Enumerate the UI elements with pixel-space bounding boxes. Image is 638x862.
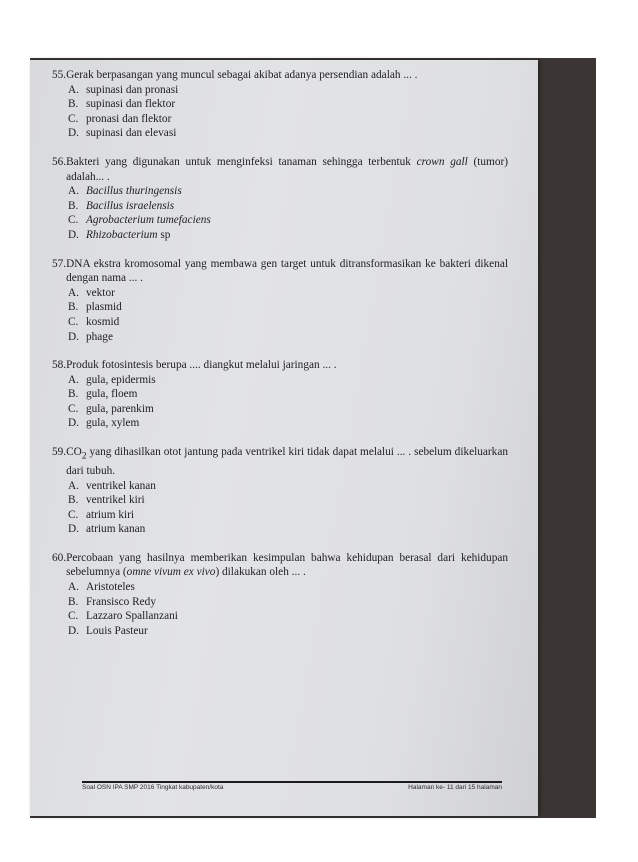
answer-option bbox=[68, 184, 508, 199]
text-segment: gula, parenkim bbox=[86, 402, 154, 415]
option-text bbox=[86, 330, 113, 345]
text-segment: gula, floem bbox=[86, 388, 138, 401]
option-text bbox=[86, 595, 156, 610]
answer-option bbox=[68, 595, 508, 610]
question-text bbox=[66, 445, 508, 478]
option-letter: D. bbox=[68, 624, 79, 637]
question-number: 59. bbox=[52, 446, 67, 459]
question-number: 58. bbox=[52, 359, 67, 372]
answer-option bbox=[68, 609, 508, 624]
italic-text: Agrobacterium tumefaciens bbox=[86, 214, 211, 227]
text-segment: DNA ekstra kromosomal yang membawa gen target untuk ditransformasikan ke bakteri dikenal dengan nama ... . bbox=[66, 257, 508, 285]
option-text bbox=[86, 402, 154, 417]
footer-divider bbox=[82, 781, 502, 783]
answer-option bbox=[68, 213, 508, 228]
text-segment: ventrikel kiri bbox=[86, 494, 145, 507]
answer-option bbox=[68, 387, 508, 402]
text-segment: (tumor) adalah... . bbox=[66, 155, 508, 183]
option-letter: C. bbox=[68, 112, 79, 125]
question-list bbox=[52, 68, 508, 652]
question-text bbox=[66, 155, 508, 184]
option-letter: C. bbox=[68, 610, 79, 623]
option-text bbox=[86, 522, 145, 537]
answer-option bbox=[68, 112, 508, 127]
text-segment: vektor bbox=[86, 286, 115, 299]
question-stem bbox=[52, 155, 508, 184]
option-text bbox=[86, 373, 156, 388]
text-segment: yang dihasilkan otot jantung pada ventrikel kiri tidak dapat melalui ... . sebelum dikeluarkan dari tubuh. bbox=[66, 446, 508, 477]
answer-options bbox=[68, 580, 508, 638]
text-segment: Aristoteles bbox=[86, 581, 135, 594]
answer-option bbox=[68, 97, 508, 112]
question-number: 60. bbox=[52, 551, 67, 564]
subscript-text: 2 bbox=[81, 451, 87, 462]
option-text bbox=[86, 624, 148, 639]
option-letter: A. bbox=[68, 83, 79, 96]
text-segment: ventrikel kanan bbox=[86, 479, 156, 492]
option-letter: A. bbox=[68, 581, 79, 594]
option-letter: A. bbox=[68, 373, 79, 386]
answer-option bbox=[68, 286, 508, 301]
question-stem bbox=[52, 68, 508, 83]
question-number: 57. bbox=[52, 257, 67, 270]
option-text bbox=[86, 126, 176, 141]
option-text bbox=[86, 387, 137, 402]
text-segment: Louis Pasteur bbox=[86, 624, 148, 637]
italic-text: omne vivum ex vivo bbox=[126, 566, 216, 579]
option-letter: A. bbox=[68, 479, 79, 492]
italic-text: Bacillus thuringensis bbox=[86, 185, 182, 198]
question-59 bbox=[52, 445, 508, 537]
text-segment: Bakteri yang digunakan untuk menginfeksi tanaman sehingga terbentuk bbox=[66, 155, 417, 168]
option-letter: C. bbox=[68, 315, 79, 328]
option-letter: A. bbox=[68, 185, 79, 198]
answer-option bbox=[68, 479, 508, 494]
answer-options bbox=[68, 184, 508, 242]
question-stem bbox=[52, 257, 508, 286]
italic-text: Bacillus israelensis bbox=[86, 199, 175, 212]
text-segment: plasmid bbox=[86, 301, 122, 314]
italic-text: crown gall bbox=[416, 155, 468, 168]
text-segment: pronasi dan flektor bbox=[86, 112, 172, 125]
answer-option bbox=[68, 416, 508, 431]
answer-option bbox=[68, 83, 508, 98]
text-segment: Produk fotosintesis berupa .... diangkut melalui jaringan ... . bbox=[66, 359, 337, 372]
answer-option bbox=[68, 624, 508, 639]
answer-option bbox=[68, 373, 508, 388]
option-letter: B. bbox=[68, 388, 79, 401]
answer-option bbox=[68, 493, 508, 508]
option-text bbox=[86, 493, 145, 508]
text-segment: atrium kanan bbox=[86, 523, 146, 536]
option-letter: B. bbox=[68, 494, 79, 507]
page-footer bbox=[82, 784, 502, 791]
question-56 bbox=[52, 155, 508, 243]
answer-options bbox=[68, 479, 508, 537]
option-letter: C. bbox=[68, 402, 79, 415]
question-text bbox=[66, 257, 508, 286]
question-57 bbox=[52, 257, 508, 345]
text-segment: ) dilakukan oleh ... . bbox=[215, 566, 306, 579]
option-letter: C. bbox=[68, 214, 79, 227]
option-letter: D. bbox=[68, 417, 79, 430]
option-text bbox=[86, 199, 174, 214]
option-letter: B. bbox=[68, 98, 79, 111]
text-segment: gula, xylem bbox=[86, 417, 140, 430]
text-segment: supinasi dan elevasi bbox=[86, 127, 177, 140]
answer-option bbox=[68, 402, 508, 417]
answer-option bbox=[68, 330, 508, 345]
answer-option bbox=[68, 126, 508, 141]
option-letter: A. bbox=[68, 286, 79, 299]
question-55 bbox=[52, 68, 508, 141]
text-segment: Fransisco Redy bbox=[86, 595, 156, 608]
text-segment: Lazzaro Spallanzani bbox=[86, 610, 178, 623]
option-text bbox=[86, 508, 134, 523]
option-text bbox=[86, 315, 119, 330]
text-segment: atrium kiri bbox=[86, 508, 135, 521]
question-stem bbox=[52, 358, 508, 373]
option-text bbox=[86, 213, 211, 228]
answer-option bbox=[68, 522, 508, 537]
footer-page-number: Halaman ke- 11 dari 15 halaman bbox=[408, 784, 502, 791]
text-segment: CO bbox=[66, 446, 82, 459]
option-text bbox=[86, 479, 156, 494]
answer-options bbox=[68, 83, 508, 141]
text-segment: supinasi dan flektor bbox=[86, 98, 176, 111]
option-letter: B. bbox=[68, 595, 79, 608]
text-segment: Gerak berpasangan yang muncul sebagai akibat adanya persendian adalah ... . bbox=[66, 69, 418, 81]
option-text bbox=[86, 228, 170, 243]
text-segment: gula, epidermis bbox=[86, 373, 156, 386]
answer-options bbox=[68, 373, 508, 431]
option-text bbox=[86, 300, 122, 315]
text-segment: Percobaan yang hasilnya memberikan kesimpulan bahwa kehidupan berasal dari kehidupan sebelumnya ( bbox=[66, 551, 508, 579]
text-segment: sp bbox=[157, 228, 171, 241]
text-segment: supinasi dan pronasi bbox=[86, 83, 179, 96]
answer-option bbox=[68, 315, 508, 330]
option-letter: D. bbox=[68, 523, 79, 536]
question-text bbox=[66, 551, 508, 580]
option-letter: D. bbox=[68, 330, 79, 343]
answer-options bbox=[68, 286, 508, 344]
question-58 bbox=[52, 358, 508, 431]
option-text bbox=[86, 83, 178, 98]
option-text bbox=[86, 184, 182, 199]
text-segment: phage bbox=[86, 330, 113, 343]
question-60 bbox=[52, 551, 508, 639]
answer-option bbox=[68, 199, 508, 214]
answer-option bbox=[68, 580, 508, 595]
italic-text: Rhizobacterium bbox=[86, 228, 158, 241]
option-text bbox=[86, 580, 135, 595]
option-text bbox=[86, 286, 115, 301]
question-text bbox=[66, 358, 508, 373]
answer-option bbox=[68, 300, 508, 315]
option-letter: D. bbox=[68, 228, 79, 241]
question-number: 55. bbox=[52, 69, 67, 81]
question-number: 56. bbox=[52, 155, 67, 168]
option-letter: D. bbox=[68, 127, 79, 140]
option-text bbox=[86, 112, 171, 127]
option-text bbox=[86, 97, 175, 112]
question-stem bbox=[52, 551, 508, 580]
option-letter: B. bbox=[68, 301, 79, 314]
option-text bbox=[86, 416, 139, 431]
option-letter: B. bbox=[68, 199, 79, 212]
text-segment: kosmid bbox=[86, 315, 120, 328]
option-text bbox=[86, 609, 178, 624]
answer-option bbox=[68, 228, 508, 243]
question-stem bbox=[52, 445, 508, 478]
footer-exam-title: Soal OSN IPA SMP 2016 Tingkat kabupaten/kota bbox=[82, 784, 224, 791]
question-text bbox=[66, 68, 508, 83]
option-letter: C. bbox=[68, 508, 79, 521]
answer-option bbox=[68, 508, 508, 523]
